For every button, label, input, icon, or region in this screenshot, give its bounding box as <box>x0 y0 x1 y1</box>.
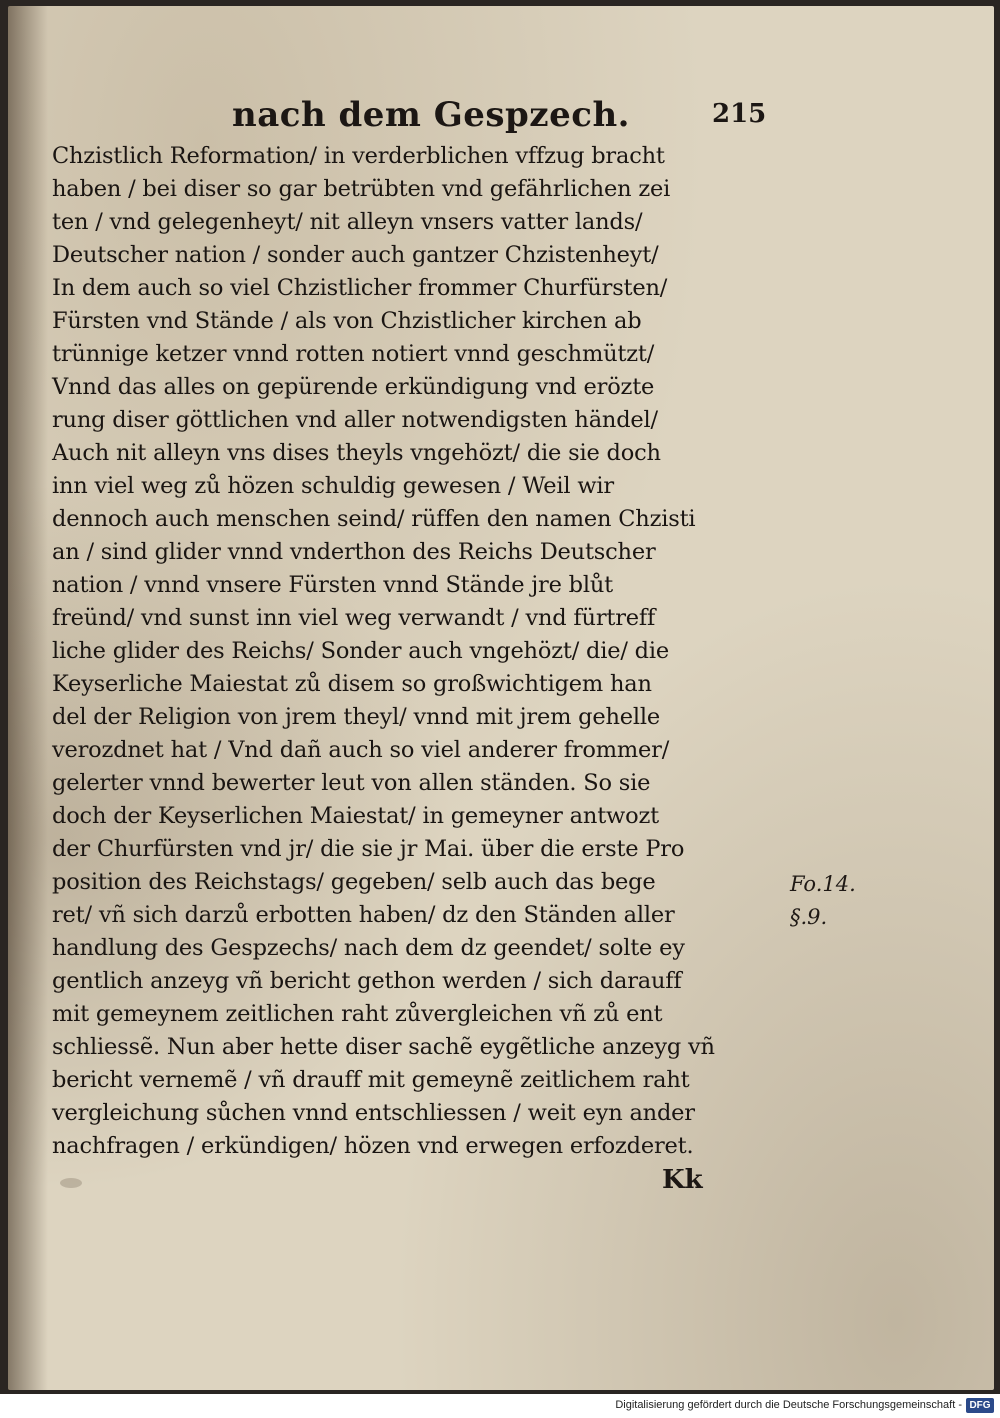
text-line: rung diser göttlichen vnd aller notwendigsten händel/ <box>52 407 658 433</box>
text-line: handlung des Gespzechs/ nach dem dz geendet/ solte ey <box>52 935 685 961</box>
text-line: ten / vnd gelegenheyt/ nit alleyn vnsers vatter lands/ <box>52 209 643 235</box>
text-line: nachfragen / erkündigen/ hözen vnd erwegen erfozderet. <box>52 1133 694 1159</box>
page-number: 215 <box>712 99 767 129</box>
funding-credit: Digitalisierung gefördert durch die Deutsche Forschungsgemeinschaft - <box>615 1399 962 1411</box>
text-line: Keyserliche Maiestat zů disem so großwichtigem han <box>52 671 652 697</box>
text-line: del der Religion von jrem theyl/ vnnd mit jrem gehelle <box>52 704 660 730</box>
text-line: vergleichung sůchen vnnd entschliessen / weit eyn ander <box>52 1100 695 1126</box>
text-line: mit gemeynem zeitlichen raht zůvergleichen vñ zů ent <box>52 1001 663 1027</box>
text-line: position des Reichstags/ gegeben/ selb auch das bege <box>52 869 656 895</box>
text-line: der Churfürsten vnd jr/ die sie jr Mai. über die erste Pro <box>52 836 685 862</box>
text-line: verozdnet hat / Vnd dañ auch so viel anderer frommer/ <box>52 737 670 763</box>
margin-note: §.9. <box>790 905 828 929</box>
running-head <box>232 95 792 145</box>
text-line: gelerter vnnd bewerter leut von allen ständen. So sie <box>52 770 651 796</box>
text-line: gentlich anzeyg vñ bericht gethon werden / sich darauff <box>52 968 682 994</box>
text-line: Auch nit alleyn vns dises theyls vngehözt/ die sie doch <box>52 440 661 466</box>
text-line: doch der Keyserlichen Maiestat/ in gemeyner antwozt <box>52 803 659 829</box>
footer-bar <box>0 1394 1000 1418</box>
text-line: haben / bei diser so gar betrübten vnd gefährlichen zei <box>52 176 671 202</box>
text-line: an / sind glider vnnd vnderthon des Reichs Deutscher <box>52 539 656 565</box>
text-line: liche glider des Reichs/ Sonder auch vngehözt/ die/ die <box>52 638 669 664</box>
text-line: Fürsten vnd Stände / als von Chzistlicher kirchen ab <box>52 308 642 334</box>
margin-note: Fo.14. <box>790 872 856 896</box>
text-line: freünd/ vnd sunst inn viel weg verwandt / vnd fürtreff <box>52 605 656 631</box>
running-title: nach dem Gespzech. <box>232 95 631 135</box>
ink-smudge <box>60 1178 82 1188</box>
catchword: Kk <box>662 1165 703 1195</box>
text-line: In dem auch so viel Chzistlicher frommer Churfürsten/ <box>52 275 668 301</box>
text-line: Vnnd das alles on gepürende erkündigung vnd erözte <box>52 374 655 400</box>
dfg-logo-icon: DFG <box>966 1398 994 1413</box>
text-line: inn viel weg zů hözen schuldig gewesen / Weil wir <box>52 473 614 499</box>
text-line: Deutscher nation / sonder auch gantzer Chzistenheyt/ <box>52 242 659 268</box>
text-line: nation / vnnd vnsere Fürsten vnnd Stände jre blůt <box>52 572 614 598</box>
text-line: ret/ vñ sich darzů erbotten haben/ dz den Ständen aller <box>52 902 675 928</box>
text-line: schliessẽ. Nun aber hette diser sachẽ eygẽtliche anzeyg vñ <box>52 1034 715 1060</box>
gutter-shadow <box>8 6 48 1390</box>
text-line: dennoch auch menschen seind/ rüffen den namen Chzisti <box>52 506 696 532</box>
text-line: Chzistlich Reformation/ in verderblichen vffzug bracht <box>52 143 665 169</box>
text-line: bericht vernemẽ / vñ drauff mit gemeynẽ zeitlichem raht <box>52 1067 690 1093</box>
text-line: trünnige ketzer vnnd rotten notiert vnnd geschmützt/ <box>52 341 655 367</box>
